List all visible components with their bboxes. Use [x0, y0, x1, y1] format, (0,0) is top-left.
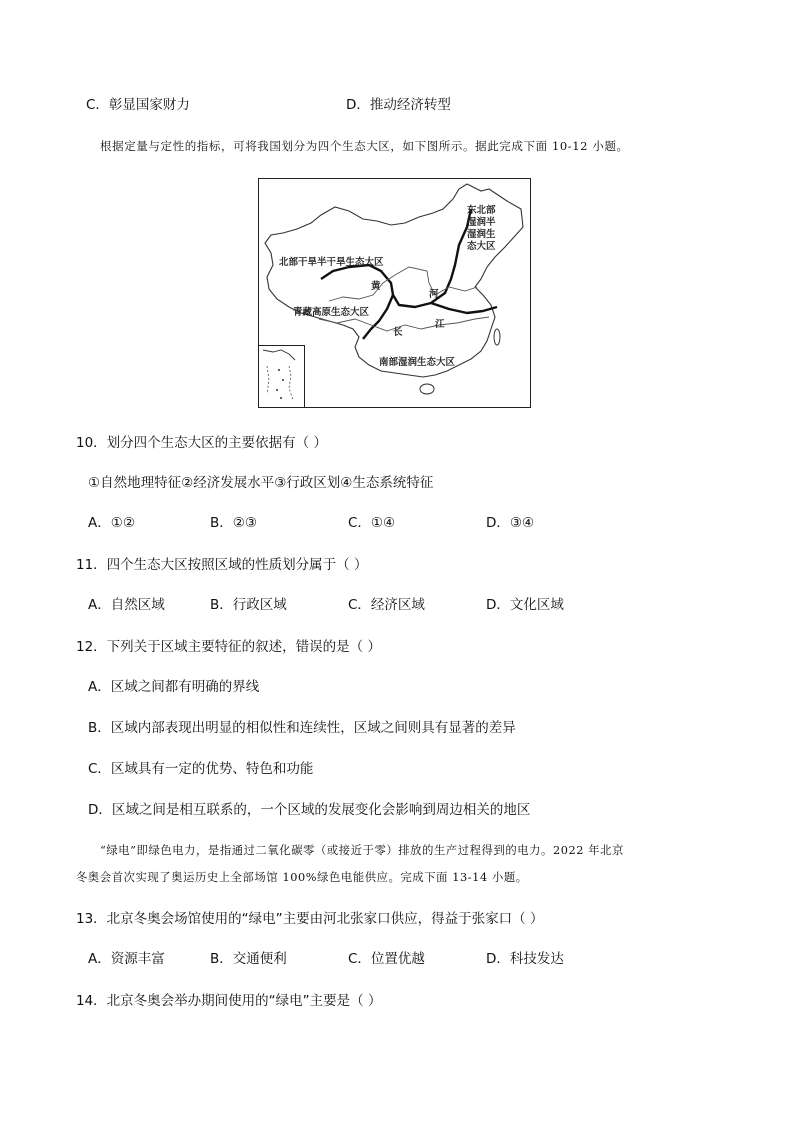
ecological-regions-map [258, 178, 531, 408]
label-river-jiang: 江 [435, 319, 445, 330]
green-power-intro-line2: 冬奥会首次实现了奥运历史上全部场馆 100%绿色电能供应。完成下面 13-14 小题。 [76, 871, 528, 884]
q12-option-d: D．区域之间是相互联系的，一个区域的发展变化会影响到周边相关的地区 [88, 802, 531, 818]
green-power-intro-line1: “绿电”即绿色电力，是指通过二氧化碳零（或接近于零）排放的生产过程得到的电力。2022 年北京 [100, 844, 624, 857]
q10-statement: ①自然地理特征②经济发展水平③行政区划④生态系统特征 [88, 475, 434, 491]
label-north-region: 北部干旱半干旱生态大区 [279, 257, 384, 268]
label-river-he: 河 [429, 289, 439, 300]
q13-option-c: C．位置优越 [348, 951, 425, 967]
intro-paragraph: 根据定量与定性的指标，可将我国划分为四个生态大区，如下图所示。据此完成下面 10-12 小题。 [100, 139, 629, 153]
label-river-huang: 黄 [371, 281, 381, 292]
label-northeast-4: 态大区 [467, 241, 496, 252]
label-northeast-2: 湿润半 [467, 217, 496, 228]
hainan-island [420, 384, 434, 394]
q14-stem: 14．北京冬奥会举办期间使用的“绿电”主要是（ ） [76, 993, 382, 1009]
q11-stem: 11．四个生态大区按照区域的性质划分属于（ ） [76, 557, 368, 573]
q10-stem: 10．划分四个生态大区的主要依据有（ ） [76, 435, 327, 451]
q10-option-a: A．①② [88, 515, 135, 531]
label-south-region: 南部湿润生态大区 [379, 357, 456, 368]
yellow-river [329, 267, 477, 301]
taiwan-island [494, 329, 500, 345]
q10-option-d: D．③④ [486, 515, 535, 531]
q11-option-c: C．经济区域 [348, 597, 425, 613]
q10-option-b: B．②③ [210, 515, 257, 531]
q13-option-b: B．交通便利 [210, 951, 287, 967]
yangtze-river [319, 317, 489, 331]
q13-stem: 13．北京冬奥会场馆使用的“绿电”主要由河北张家口供应，得益于张家口（ ） [76, 911, 544, 927]
label-tibet-region: 青藏高原生态大区 [293, 307, 370, 318]
q10-option-c: C．①④ [348, 515, 396, 531]
boundary-north-south [431, 303, 497, 313]
q12-option-b: B．区域内部表现出明显的相似性和连续性，区域之间则具有显著的差异 [88, 720, 516, 736]
south-china-sea-inset [259, 345, 305, 407]
q12-option-a: A．区域之间都有明确的界线 [88, 679, 260, 695]
q13-option-d: D．科技发达 [486, 951, 564, 967]
option-c: C．彰显国家财力 [86, 97, 190, 113]
q11-option-d: D．文化区域 [486, 597, 564, 613]
q11-option-b: B．行政区域 [210, 597, 287, 613]
q12-option-c: C．区域具有一定的优势、特色和功能 [88, 761, 314, 777]
q12-stem: 12．下列关于区域主要特征的叙述，错误的是（ ） [76, 639, 381, 655]
label-northeast-1: 东北部 [467, 205, 496, 216]
inset-drawing [259, 346, 304, 407]
label-river-chang: 长 [393, 327, 403, 338]
q11-option-a: A．自然区域 [88, 597, 165, 613]
q13-option-a: A．资源丰富 [88, 951, 165, 967]
option-d: D．推动经济转型 [346, 97, 451, 113]
label-northeast-3: 湿润生 [467, 229, 496, 240]
